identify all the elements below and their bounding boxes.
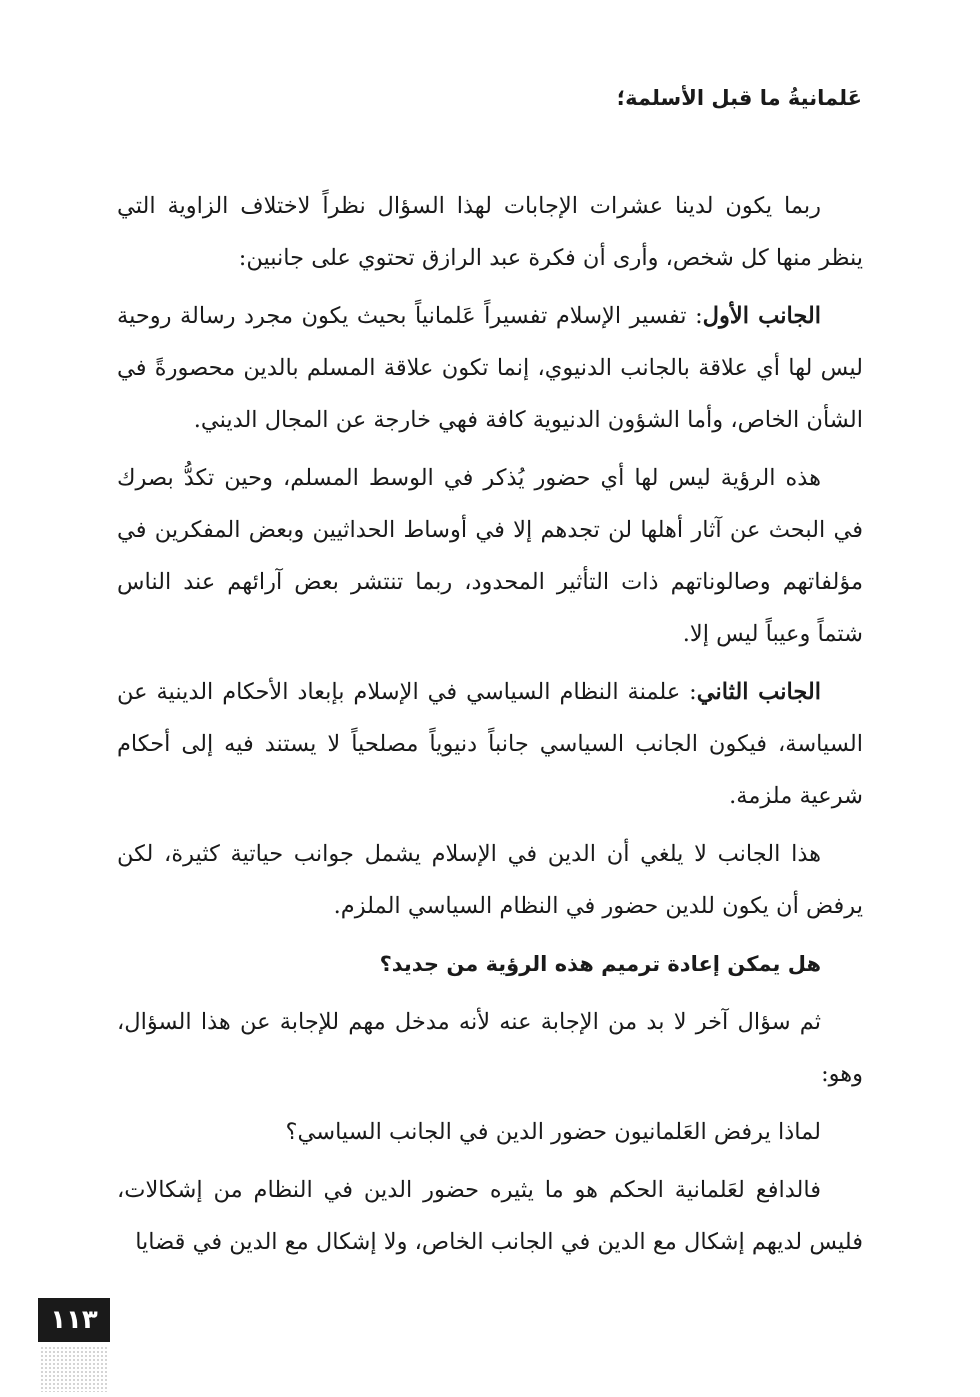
paragraph-2-text: : تفسير الإسلام تفسيراً عَلمانياً بحيث يكون مجرد رسالة روحية ليس لها أي علاقة بالجانب الدنيوي، إنما تكون علاقة المسلم بالدين محصورةً في الشأن الخاص، وأما الشؤون الدنيوية كافة فهي خارجة عن المجال الديني. — [117, 303, 863, 433]
section-heading: هل يمكن إعادة ترميم هذه الرؤية من جديد؟ — [379, 952, 821, 976]
paragraph-2 — [117, 290, 863, 446]
paragraph-7: فالدافع لعَلمانية الحكم هو ما يثيره حضور الدين في النظام من إشكالات، فليس لديهم إشكال مع الدين في الجانب الخاص، ولا إشكال مع الدين في قضايا — [117, 1177, 863, 1255]
paragraph-6: ثم سؤال آخر لا بد من الإجابة عنه لأنه مدخل مهم للإجابة عن هذا السؤال، وهو: — [117, 1009, 863, 1087]
paragraph-4-lead: الجانب الثاني — [696, 679, 821, 705]
scan-speckle-decoration — [40, 1346, 108, 1392]
paragraph-4-text: : علمنة النظام السياسي في الإسلام بإبعاد الأحكام الدينية عن السياسة، فيكون الجانب السياسي جانباً دنيوياً مصلحياً لا يستند فيه إلى أحكام شرعية ملزمة. — [117, 679, 863, 809]
paragraph-5: هذا الجانب لا يلغي أن الدين في الإسلام يشمل جوانب حياتية كثيرة، لكن يرفض أن يكون للدين حضور في النظام السياسي الملزم. — [117, 841, 863, 919]
question-line: لماذا يرفض العَلمانيون حضور الدين في الجانب السياسي؟ — [285, 1119, 821, 1145]
paragraph-1: ربما يكون لدينا عشرات الإجابات لهذا السؤال نظراً لاختلاف الزاوية التي ينظر منها كل شخص، وأرى أن فكرة عبد الرازق تحتوي على جانبين: — [117, 193, 863, 271]
running-header: عَلمانيةُ ما قبل الأسلمة؛ — [616, 86, 862, 110]
paragraph-2-lead: الجانب الأول — [702, 303, 821, 329]
page-body — [117, 180, 863, 1274]
paragraph-3: هذه الرؤية ليس لها أي حضور يُذكر في الوسط المسلم، وحين تكدُّ بصرك في البحث عن آثار أهلها لن تجدهم إلا في أوساط الحداثيين وبعض المفكرين في مؤلفاتهم وصالوناتهم ذات التأثير المحدود، ربما تنتشر بعض آرائهم عند الناس شتماً وعيباً ليس إلا. — [117, 465, 863, 647]
paragraph-4 — [117, 666, 863, 822]
page-number: ١١٣ — [38, 1298, 110, 1342]
